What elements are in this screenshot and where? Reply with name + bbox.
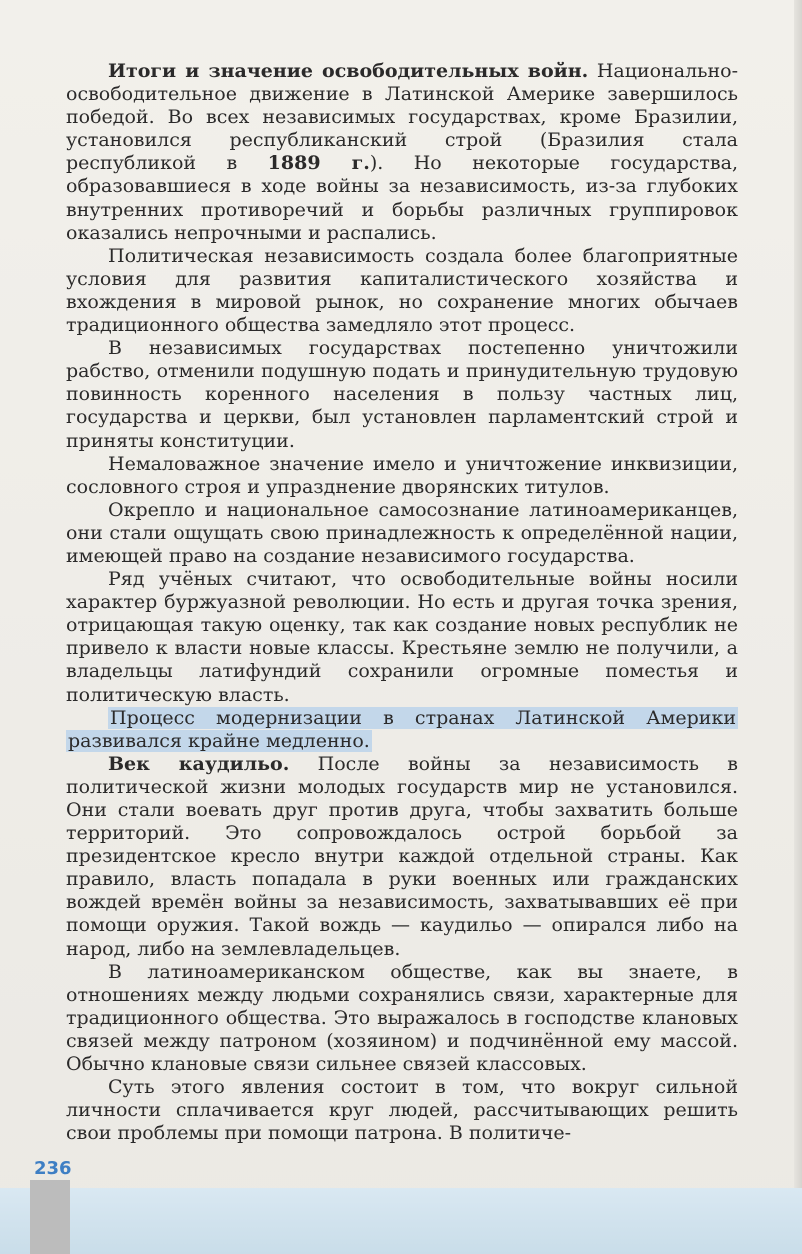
paragraph-national-identity: Окрепло и национальное самосознание латиноамериканцев, они стали ощущать свою принадлежность к определённой нации, имеющей право на создание независимого государства. (66, 498, 738, 567)
paragraph-text-tail: ). Но некоторые государства, образовавшиеся в ходе войны за независимость, из-за глубоких внутренних противоречий и борьбы различных группировок оказались непрочными и распались. (66, 152, 738, 244)
paragraph-political-independence: Политическая независимость создала более благоприятные условия для развития капиталистического хозяйства и вхождения в мировой рынок, но сохранение многих обычаев традиционного общества замедляло этот процесс. (66, 244, 738, 337)
paragraph-results-of-wars (66, 60, 738, 245)
footer-band (0, 1188, 802, 1254)
page-number-strip (30, 1180, 70, 1254)
text-column (66, 60, 738, 1145)
section-heading-caudillo: Век каудильо. (108, 752, 290, 775)
paragraph-text: Национально-освободительное движение в Латинской Америке завершилось победой. Во всех независимых государствах, кроме Бразилии, установился республиканский строй (Бразилия стала республикой в (66, 60, 739, 175)
paragraph-caudillo-age (66, 753, 738, 961)
page-edge-shadow (794, 0, 802, 1254)
paragraph-text: После войны за независимость в политической жизни молодых государств мир не установился. Они стали воевать друг против друга, чтобы захватить больше территорий. Это сопровождалось острой борьбой за президентское кресло внутри каждой отдельной страны. Как правило, власть попадала в руки военных или гражданских вождей времён войны за независимость, захватывавших её при помощи оружия. Такой вождь — каудильо — опирался либо на народ, либо на землевладельцев. (66, 752, 738, 960)
highlighted-statement: Процесс модернизации в странах Латинской Америки развивался крайне медленно. (68, 706, 736, 752)
paragraph-abolition-of-slavery: В независимых государствах постепенно уничтожили рабство, отменили подушную подать и принудительную трудовую повинность коренного населения в пользу частных лиц, государства и церкви, был установлен парламентский строй и приняты конституции. (66, 337, 738, 452)
paragraph-essence-of-phenomenon: Суть этого явления состоит в том, что вокруг сильной личности сплачивается круг людей, рассчитывающих решить свои проблемы при помощи патрона. В политиче- (66, 1076, 738, 1145)
year-1889: 1889 г. (267, 152, 370, 175)
paragraph-inquisition: Немаловажное значение имело и уничтожение инквизиции, сословного строя и упразднение дворянских титулов. (66, 452, 738, 498)
paragraph-modernization-highlight (66, 707, 738, 753)
page-number: 236 (34, 1158, 72, 1179)
paragraph-bourgeois-revolution: Ряд учёных считают, что освободительные войны носили характер буржуазной революции. Но есть и другая точка зрения, отрицающая такую оценку, так как создание новых республик не привело к власти новые классы. Крестьяне землю не получили, а владельцы латифундий сохранили огромные поместья и политическую власть. (66, 568, 738, 706)
section-heading-results-of-wars: Итоги и значение освободительных войн. (108, 60, 589, 82)
paragraph-traditional-ties: В латиноамериканском обществе, как вы знаете, в отношениях между людьми сохранялись связи, характерные для традиционного общества. Это выражалось в господстве клановых связей между патроном (хозяином) и подчинённой ему массой. Обычно клановые связи сильнее связей классовых. (66, 960, 738, 1076)
